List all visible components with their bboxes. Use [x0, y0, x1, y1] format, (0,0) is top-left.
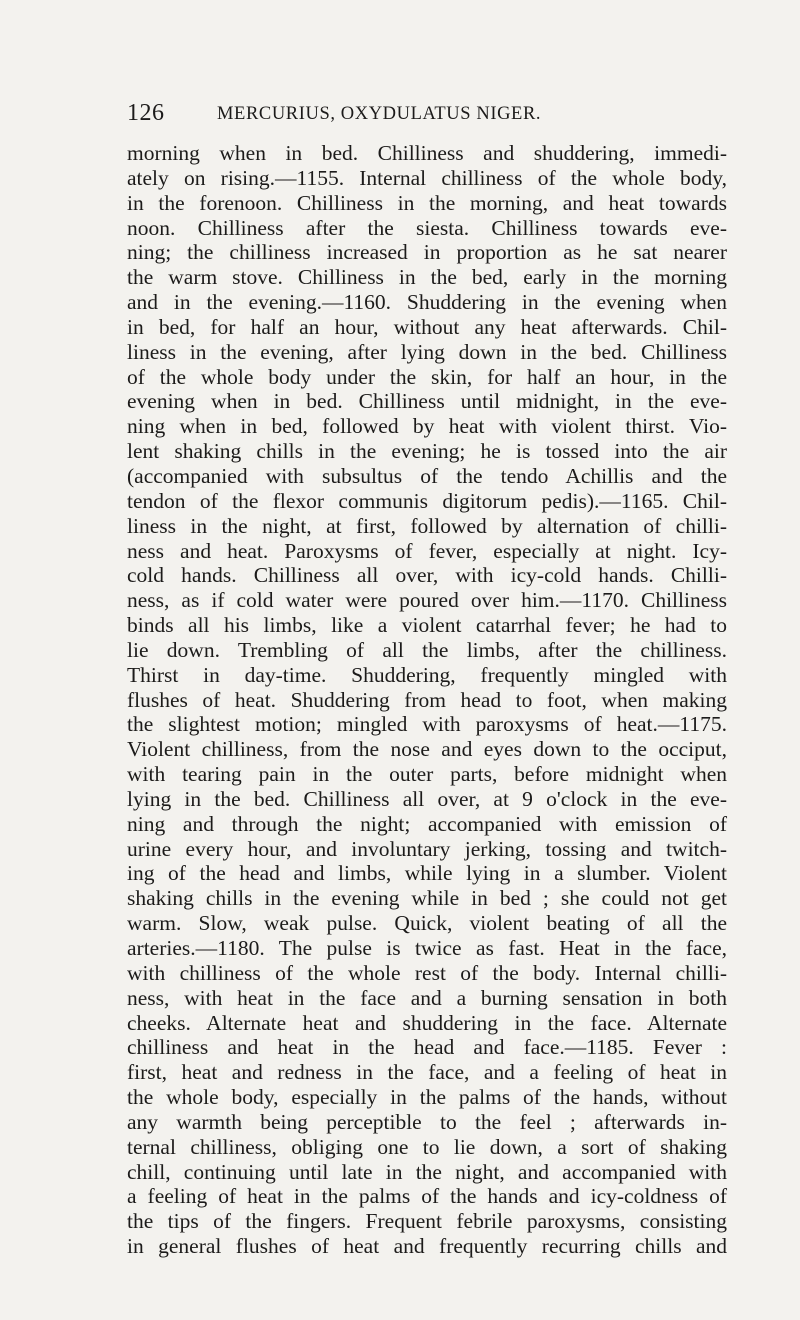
text-line: warm. Slow, weak pulse. Quick, violent beating of all the [127, 911, 727, 936]
text-line: ning and through the night; accompanied with emission of [127, 811, 727, 836]
text-line: in bed, for half an hour, without any heat afterwards. Chil- [127, 314, 727, 339]
text-line: cheeks. Alternate heat and shuddering in the face. Alternate [127, 1010, 727, 1035]
text-line: ing of the head and limbs, while lying in a slumber. Violent [127, 861, 727, 886]
page-header [127, 100, 727, 130]
text-line: of the whole body under the skin, for half an hour, in the [127, 364, 727, 389]
text-line: ning when in bed, followed by heat with violent thirst. Vio- [127, 414, 727, 439]
text-line: evening when in bed. Chilliness until midnight, in the eve- [127, 389, 727, 414]
text-line: binds all his limbs, like a violent catarrhal fever; he had to [127, 613, 727, 638]
text-line: lent shaking chills in the evening; he is tossed into the air [127, 439, 727, 464]
text-line: in the forenoon. Chilliness in the morning, and heat towards [127, 190, 727, 215]
text-line: ternal chilliness, obliging one to lie down, a sort of shaking [127, 1134, 727, 1159]
text-line: ness, as if cold water were poured over him.—1170. Chilliness [127, 588, 727, 613]
text-line: lying in the bed. Chilliness all over, at 9 o'clock in the eve- [127, 786, 727, 811]
body-text [127, 141, 727, 1259]
page-number: 126 [127, 100, 165, 126]
text-line: with chilliness of the whole rest of the body. Internal chilli- [127, 960, 727, 985]
text-line: shaking chills in the evening while in bed ; she could not get [127, 886, 727, 911]
text-line: liness in the night, at first, followed by alternation of chilli- [127, 513, 727, 538]
text-line: cold hands. Chilliness all over, with icy-cold hands. Chilli- [127, 563, 727, 588]
text-line: and in the evening.—1160. Shuddering in the evening when [127, 290, 727, 315]
text-line: urine every hour, and involuntary jerking, tossing and twitch- [127, 836, 727, 861]
text-line: ning; the chilliness increased in proportion as he sat nearer [127, 240, 727, 265]
text-line: arteries.—1180. The pulse is twice as fast. Heat in the face, [127, 936, 727, 960]
text-line: flushes of heat. Shuddering from head to foot, when making [127, 687, 727, 712]
text-line: lie down. Trembling of all the limbs, after the chilliness. [127, 637, 727, 662]
text-line: ately on rising.—1155. Internal chilliness of the whole body, [127, 165, 727, 190]
text-line: Violent chilliness, from the nose and eyes down to the occiput, [127, 737, 727, 762]
text-line: Thirst in day-time. Shuddering, frequently mingled with [127, 662, 727, 687]
text-line: ness, with heat in the face and a burning sensation in both [127, 985, 727, 1010]
text-line: any warmth being perceptible to the feel ; afterwards in- [127, 1109, 727, 1134]
text-line: ness and heat. Paroxysms of fever, especially at night. Icy- [127, 538, 727, 563]
text-line: in general flushes of heat and frequently recurring chills and [127, 1234, 727, 1259]
text-line: a feeling of heat in the palms of the hands and icy-coldness of [127, 1184, 727, 1209]
text-line: chill, continuing until late in the night, and accompanied with [127, 1159, 727, 1184]
text-line: the slightest motion; mingled with paroxysms of heat.—1175. [127, 712, 727, 737]
text-line: the tips of the fingers. Frequent febrile paroxysms, consisting [127, 1209, 727, 1234]
text-line: (accompanied with subsultus of the tendo Achillis and the [127, 463, 727, 488]
text-line: liness in the evening, after lying down in the bed. Chilliness [127, 339, 727, 364]
text-line: tendon of the flexor communis digitorum pedis).—1165. Chil- [127, 488, 727, 513]
text-line: morning when in bed. Chilliness and shuddering, immedi- [127, 141, 727, 165]
text-line: first, heat and redness in the face, and a feeling of heat in [127, 1060, 727, 1085]
running-head: MERCURIUS, OXYDULATUS NIGER. [217, 104, 542, 124]
text-line: chilliness and heat in the head and face.—1185. Fever : [127, 1035, 727, 1060]
text-line: with tearing pain in the outer parts, before midnight when [127, 762, 727, 787]
text-line: noon. Chilliness after the siesta. Chilliness towards eve- [127, 215, 727, 240]
text-line: the warm stove. Chilliness in the bed, early in the morning [127, 265, 727, 290]
text-line: the whole body, especially in the palms of the hands, without [127, 1085, 727, 1110]
